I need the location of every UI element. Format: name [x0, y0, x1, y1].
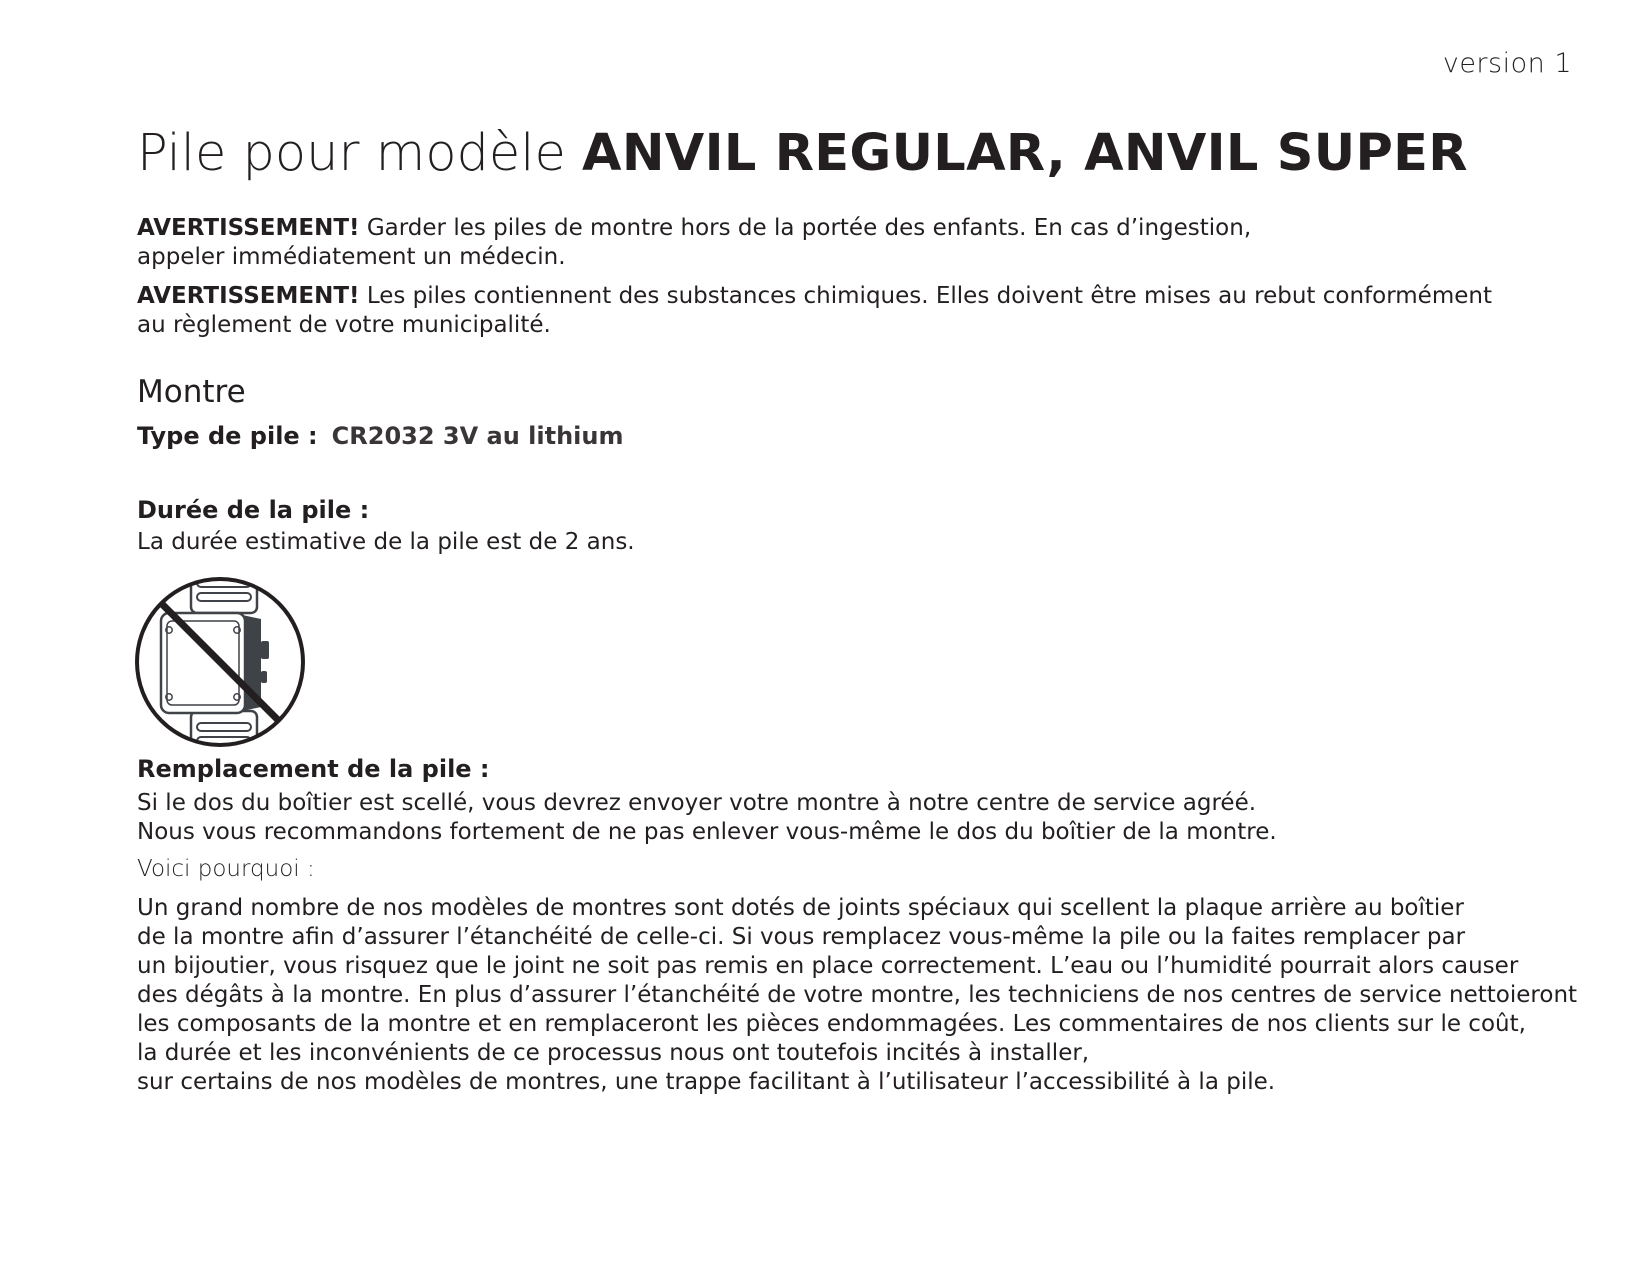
explanation-line: Un grand nombre de nos modèles de montres sont dotés de joints spéciaux qui scellent la plaque arrière au boîtier	[137, 895, 1464, 921]
explanation-paragraph	[137, 894, 1577, 1097]
warning-ingestion	[137, 214, 1577, 243]
replacement-text-line: Nous vous recommandons fortement de ne pas enlever vous-même le dos du boîtier de la montre.	[137, 819, 1277, 845]
battery-duration-heading: Durée de la pile :	[137, 496, 370, 524]
explanation-line: les composants de la montre et en remplaceront les pièces endommagées. Les commentaires de nos clients sur le coût,	[137, 1011, 1526, 1037]
section-title-watch: Montre	[137, 374, 246, 410]
explanation-line: de la montre afin d’assurer l’étanchéité de celle-ci. Si vous remplacez vous-même la pile ou la faites remplacer par	[137, 924, 1466, 950]
why-label: Voici pourquoi :	[137, 856, 315, 882]
version-label: version 1	[1442, 48, 1572, 79]
page-title	[137, 118, 1577, 190]
battery-type-label: Type de pile :	[137, 422, 318, 450]
document-body	[137, 118, 1577, 1097]
title-models: ANVIL REGULAR, ANVIL SUPER	[582, 124, 1468, 183]
warning-disposal-line2: au règlement de votre municipalité.	[137, 312, 551, 338]
warning-label: AVERTISSEMENT!	[137, 215, 360, 241]
replacement-text-line: Si le dos du boîtier est scellé, vous devrez envoyer votre montre à notre centre de service agréé.	[137, 790, 1257, 816]
title-prefix: Pile pour modèle	[137, 124, 566, 183]
battery-replacement-heading: Remplacement de la pile :	[137, 755, 490, 783]
explanation-line: des dégâts à la montre. En plus d’assurer l’étanchéité de votre montre, les techniciens de nos centres de service nettoieront	[137, 982, 1578, 1008]
warning-disposal	[137, 282, 1577, 311]
explanation-line: la durée et les inconvénients de ce processus nous ont toutefois incités à installer,	[137, 1040, 1090, 1066]
battery-type-row	[137, 420, 1577, 452]
explanation-line: sur certains de nos modèles de montres, une trappe facilitant à l’utilisateur l’accessibilité à la pile.	[137, 1069, 1276, 1095]
warning-text-line1: Garder les piles de montre hors de la portée des enfants. En cas d’ingestion,	[359, 215, 1252, 241]
battery-duration-text: La durée estimative de la pile est de 2 ans.	[137, 529, 635, 555]
warning-label: AVERTISSEMENT!	[137, 283, 360, 309]
battery-type-value: CR2032 3V au lithium	[331, 422, 624, 450]
no-self-replace-watch-icon	[133, 575, 307, 749]
warning-text-line1: Les piles contiennent des substances chimiques. Elles doivent être mises au rebut conformément	[359, 283, 1492, 309]
explanation-line: un bijoutier, vous risquez que le joint ne soit pas remis en place correctement. L’eau ou l’humidité pourrait alors causer	[137, 953, 1519, 979]
warning-ingestion-line2: appeler immédiatement un médecin.	[137, 244, 566, 270]
